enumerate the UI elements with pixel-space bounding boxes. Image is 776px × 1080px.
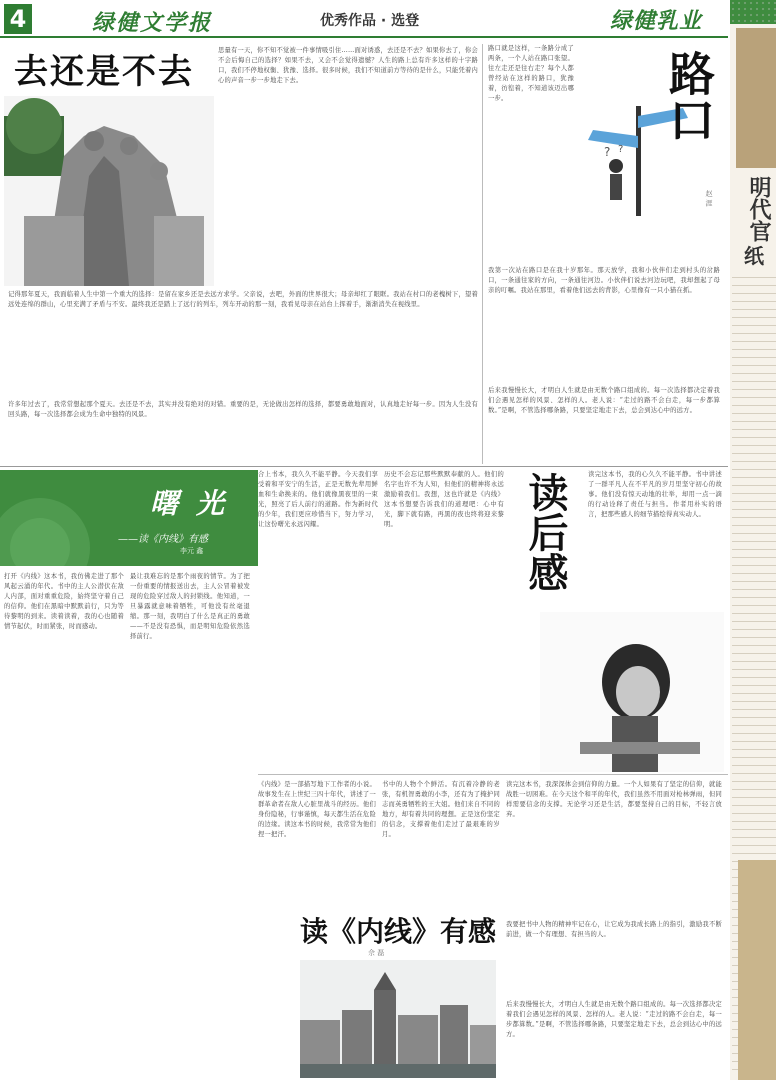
statue-image [4,96,214,286]
girl-photo [540,612,724,772]
article1-body-top: 思量有一天，你不知不觉被一件事情吸引住……面对诱惑，去还是不去？如果你去了，你会不会后悔自己的选择？如果不去，又会不会觉得遗憾？人生的路上总有许多这样的十字路口，我们不停地权衡、犹豫、选择。很多时候，我们不知道前方等待的是什么，只能凭着内心的声音一步一步地走下去。 [218,47,478,84]
article5-col4b: 后来我慢慢长大，才明白人生就是由无数个路口组成的。每一次选择都决定着我们会遇见怎样的风景、怎样的人。老人说：“走过的路不会白走，每一步都算数。”是啊，不管选择哪条路，只要坚定地走下去，总会到达心中的远方。 [506,1001,722,1038]
article1-title: 去还是不去 [14,52,194,92]
strip-bottom-image [738,860,776,1080]
portrait-image [736,28,776,168]
article5-title: 读《内线》有感 [300,915,497,948]
article5-col1: 《内线》是一部描写地下工作者的小说。故事发生在上世纪三四十年代，讲述了一群革命者在敌人心脏里战斗的经历。他们身份隐秘，行事谨慎，每天都生活在危险的边缘。读这本书的时候，我常常为他们捏一把汗。 [258,781,376,838]
article5-author: 佘 磊 [368,949,385,957]
article3-col2: 最让我难忘的是那个雨夜的情节。为了把一份重要的情报送出去，主人公冒着被发现的危险穿过敌人的封锁线。他知道，一旦暴露就意味着牺牲，可他没有丝毫退缩。那一刻，我明白了什么是真正的勇敢——不是没有恐惧，而是明知危险依然选择前行。 [130,573,250,640]
article4-title: 读后感 [522,472,569,592]
article3-col4: 历史不会忘记那些默默奉献的人。他们的名字也许不为人知，但他们的精神将永远激励着我们。我想，这也许就是《内线》这本书想要告诉我们的道理吧：心中有光，脚下就有路，再黑的夜也终将迎来黎明。 [384,471,504,528]
page-number: 4 [4,4,32,34]
article3-col3: 合上书本，我久久不能平静。今天我们享受着和平安宁的生活，正是无数先辈用鲜血和生命换来的。他们就像黑夜里的一束光，照亮了后人前行的道路。作为新时代的少年，我们更应珍惜当下，努力学习，让这份曙光永远闪耀。 [258,471,378,528]
article3-subtitle: ——读《内线》有感 [118,534,208,545]
lower-separator [258,774,728,775]
shanghai-skyline-image [300,960,496,1078]
strip-char: 纸 [744,244,764,268]
article3-author: 李元 鑫 [180,547,204,555]
article3-col1: 打开《内线》这本书，我仿佛走进了那个风起云涌的年代。书中的主人公潜伏在敌人内部，面对重重危险，始终坚守着自己的信仰。他们在黑暗中默默前行，只为等待黎明的到来。读着读着，我的心也随着情节起伏，时而紧张，时而感动。 [4,573,124,630]
svg-text:?: ? [604,145,611,159]
article2-body-mid: 我第一次站在路口是在我十岁那年。那天放学，我和小伙伴们走到村头的岔路口，一条通往家的方向，一条通往河边。小伙伴们说去河边玩吧，我却想起了母亲的叮嘱。我站在那里，看着他们远去的背影，心里像有一只小猫在抓。 [488,267,720,294]
article5-col3: 读完这本书，我深深体会到信仰的力量。一个人如果有了坚定的信仰，就能战胜一切困难。在今天这个和平的年代，我们虽然不用面对枪林弹雨，但同样需要信念的支撑。无论学习还是生活，都要坚持自己的目标，不轻言放弃。 [506,781,722,818]
article2-title: 路口 [662,50,716,142]
masthead: 绿健文学报 [92,11,213,36]
article1-body-end: 许多年过去了，我常常想起那个夏天。去还是不去，其实并没有绝对的对错。重要的是，无论做出怎样的选择，都要勇敢地面对，认真地走好每一步。因为人生没有回头路，每一次选择都会成为生命中独特的风景。 [8,401,478,418]
section-separator [0,466,728,467]
article2-body-left: 路口就是这样，一条路分成了两条，一个人站在路口张望。往左走还是往右走？每个人都曾经站在这样的路口，犹豫着，彷徨着，不知道该迈出哪一步。 [488,45,574,102]
strip-top-band [730,0,776,24]
article3-title: 曙光 [150,487,243,520]
article2-body-end: 后来我慢慢长大，才明白人生就是由无数个路口组成的。每一次选择都决定着我们会遇见怎样的风景、怎样的人。老人说：“走过的路不会白走，每一步都算数。”是啊，不管选择哪条路，只要坚定地走下去，总会到达心中的远方。 [488,387,720,414]
article5-col4: 我要把书中人物的精神牢记在心，让它成为我成长路上的指引，激励我不断前进，做一个有理想、有担当的人。 [506,921,722,938]
section-label: 优秀作品 · 选登 [320,13,420,29]
adjacent-page-strip [730,0,776,1080]
brand-right: 绿健乳业 [610,9,703,34]
article1-body-mid: 记得那年夏天，我面临着人生中第一个重大的选择：是留在家乡还是去远方求学。父亲说，去吧，外面的世界很大；母亲却红了眼眶。我站在村口的老槐树下，望着远处连绵的群山，心里充满了矛盾与不安。最终我还是踏上了远行的列车，列车开动的那一刻，我看见母亲在站台上挥着手，渐渐消失在视线里。 [8,291,478,308]
svg-text:?: ? [618,144,624,155]
article5-col2: 书中的人物个个鲜活。有沉着冷静的老张，有机智勇敢的小李，还有为了掩护同志而英勇牺牲的王大姐。他们来自不同的地方，却有着共同的理想。正是这份坚定的信念，支撑着他们走过了最艰难的岁月。 [382,781,500,838]
article2-author: 赵 涯 [705,190,713,207]
strip-title: 明代官 [746,176,772,242]
column-divider [482,44,483,464]
header-rule [0,36,728,38]
article4-body-top: 读完这本书，我的心久久不能平静。书中讲述了一群平凡人在不平凡的岁月里坚守初心的故事。他们没有惊天动地的壮举，却用一点一滴的行动诠释了责任与担当。作者用朴实的语言，把那些感人的细节描绘得真实动人。 [588,471,722,518]
